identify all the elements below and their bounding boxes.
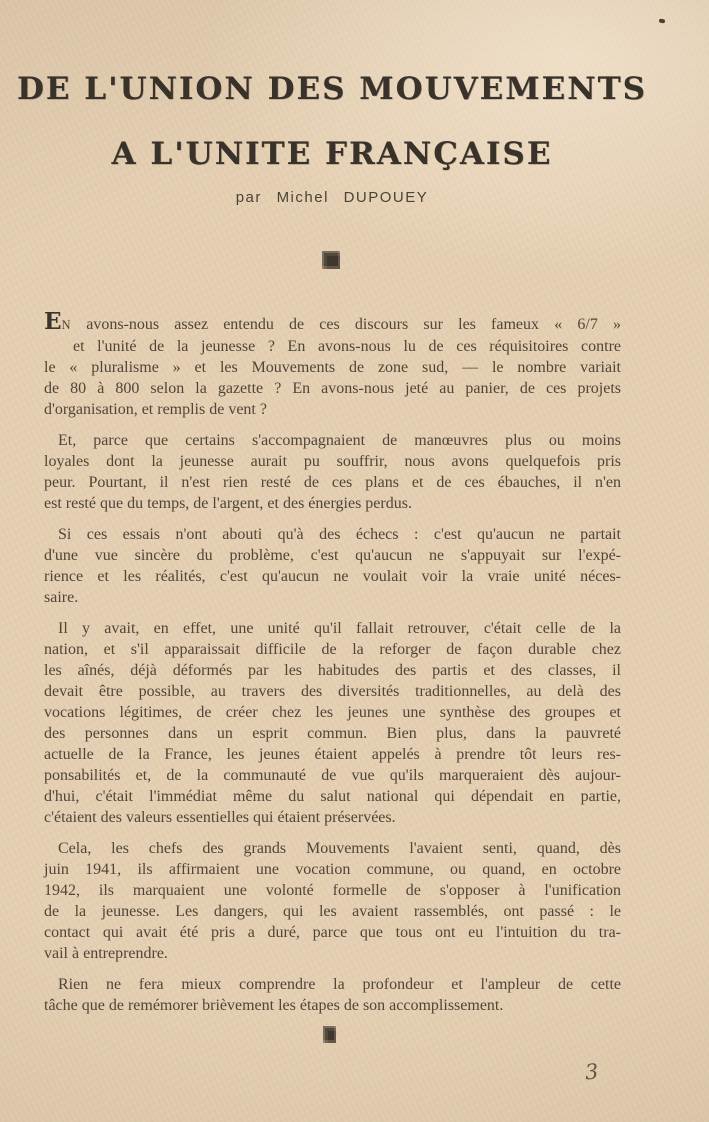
text-line: Il y avait, en effet, une unité qu'il fallait retrouver, c'était celle de la [58,620,621,637]
text-line: Et, parce que certains s'accompagnaient de manœuvres plus ou moins [58,432,621,449]
paragraph-1 [44,308,621,420]
paragraph-4 [44,618,621,828]
paragraph-3 [44,524,621,608]
text-line: Rien ne fera mieux comprendre la profondeur et l'ampleur de cette [58,976,621,993]
ornament-square-icon [322,251,340,269]
ornament-square-icon [323,1026,336,1043]
text-line: loyales dont la jeunesse aurait pu souffrir, nous avons quelquefois pris [44,453,621,470]
text-line: 1942, ils marquaient une volonté formelle de s'opposer à l'unification [44,882,621,899]
text-line: et l'unité de la jeunesse ? En avons-nous lu de ces réquisitoires contre [73,338,621,355]
text-line: Cela, les chefs des grands Mouvements l'avaient senti, quand, dès [58,840,621,857]
byline: par Michel DUPOUEY [235,189,429,206]
title-line-2: A L'UNITE FRANÇAISE [111,136,553,172]
page-title [0,57,664,187]
text-line [44,308,621,336]
text-line: nation, et s'il apparaissait difficile de la reforger de façon durable chez [44,641,621,658]
text-line: c'étaient des valeurs essentielles qui étaient préservées. [44,809,396,826]
text-line: Si ces essais n'ont abouti qu'à des échecs : c'est qu'aucun ne partait [58,526,621,543]
paragraph-5 [44,838,621,964]
text-line: de la jeunesse. Les dangers, qui les avaient rassemblés, ont passé : le [44,903,621,920]
text-line: contact qui avait été pris a duré, parce que tous ont eu l'intuition du tra- [44,924,621,941]
text-line: actuelle de la France, les jeunes étaient appelés à prendre tôt leurs res- [44,746,621,763]
text-line: d'hui, c'était l'immédiat même du salut national qui dépendait en partie, [44,788,621,805]
small-cap-letter: N [61,318,72,332]
text-line: d'une vue sincère du problème, c'est qu'aucun ne s'appuyait sur l'expé- [44,547,621,564]
text-line: saire. [44,589,79,606]
paragraph-2 [44,430,621,514]
text-line: les aînés, déjà déformés par les habitudes des partis et des classes, il [44,662,621,679]
text-line: d'organisation, et remplis de vent ? [44,401,267,418]
paragraph-6 [44,974,621,1016]
text-line: des personnes dans un esprit commun. Bien plus, dans la pauvreté [44,725,621,742]
text-line: juin 1941, ils affirmaient une vocation commune, ou quand, en octobre [44,861,621,878]
text-line-rest: avons-nous assez entendu de ces discours sur les fameux « 6/7 » [71,316,621,333]
text-line: de 80 à 800 selon la gazette ? En avons-nous jeté au panier, de ces projets [44,380,621,397]
text-line: ponsabilités et, de la communauté de vue qu'ils marqueraient dès aujour- [44,767,621,784]
text-line: vail à entreprendre. [44,945,168,962]
document-body [44,308,621,1026]
text-line: peur. Pourtant, il n'est rien resté de ces plans et de ces ébauches, il n'en [44,474,621,491]
paper-speck-icon [659,18,666,23]
text-line: tâche que de remémorer brièvement les étapes de son accomplissement. [44,997,504,1014]
title-line-1: DE L'UNION DES MOUVEMENTS [16,71,648,107]
text-line: devait être possible, au travers des diversités traditionnelles, au delà des [44,683,621,700]
drop-cap-initial: E [44,308,62,335]
text-line: vocations légitimes, de créer chez les jeunes une synthèse des groupes et [44,704,621,721]
page-number: 3 [583,1059,600,1085]
text-line: le « pluralisme » et les Mouvements de zone sud, — le nombre variait [44,359,621,376]
text-line: est resté que du temps, de l'argent, et des énergies perdus. [44,495,412,512]
text-line: rience et les réalités, c'est qu'aucun ne voulait voir la vraie unité néces- [44,568,621,585]
